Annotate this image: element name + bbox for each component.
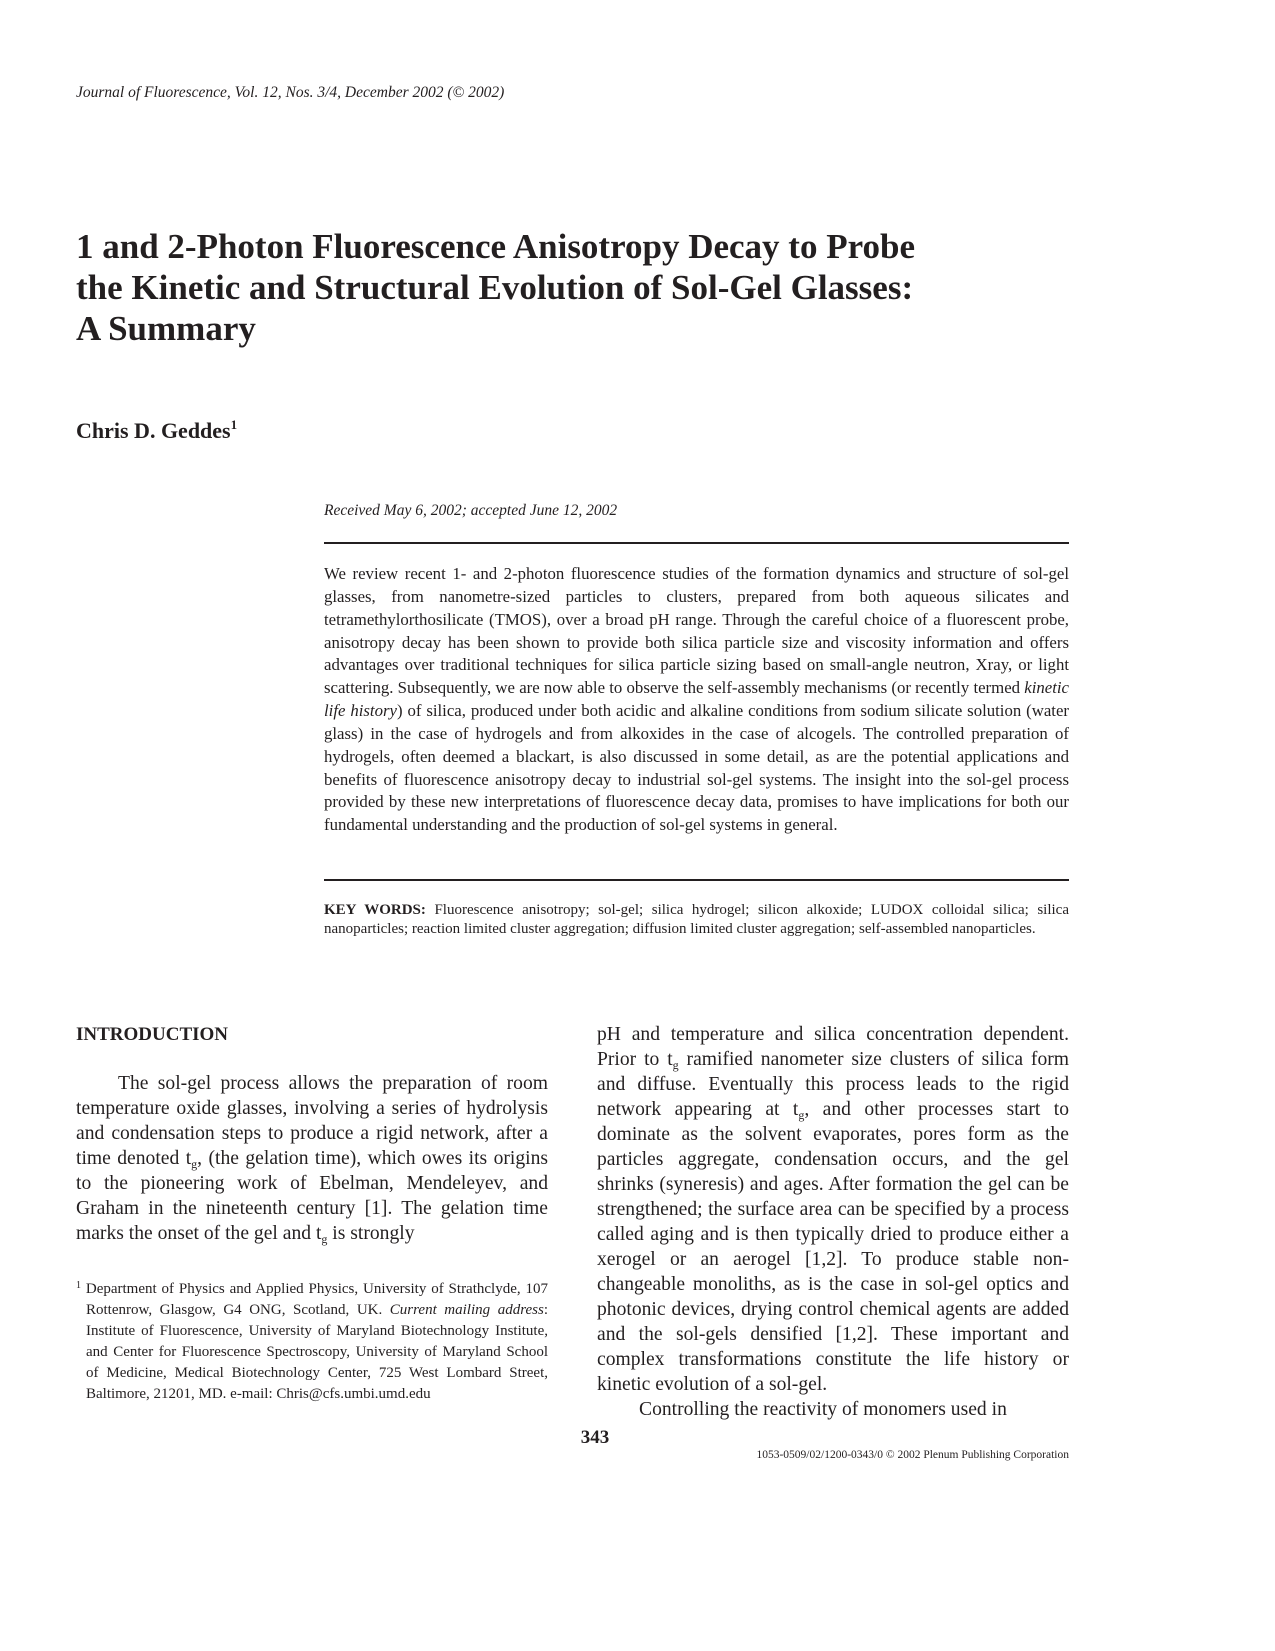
text-run: is strongly <box>327 1223 415 1244</box>
subscript-g: g <box>191 1157 198 1171</box>
intro-paragraph-1-cont <box>597 1022 1069 1397</box>
abstract-top-rule <box>324 542 1069 544</box>
keywords-text: Fluorescence anisotropy; sol-gel; silica hydrogel; silicon alkoxide; LUDOX colloidal silica; silica nanoparticles; reaction limited cluster aggregation; diffusion limited cluster aggregation; self-assembled nanoparticles. <box>324 902 1069 937</box>
footnote-text-cont: : Institute of Fluorescence, University of Maryland Biotechnology Institute, and Center for Fluorescence Spectroscopy, University of Maryland School of Medicine, Medical Biotechnology Center, 725 West Lombard Street, Baltimore, 21201, MD. e-mail: Chris@cfs.umbi.umd.edu <box>86 1302 548 1402</box>
keywords-label: KEY WORDS: <box>324 902 426 918</box>
abstract-text-cont: ) of silica, produced under both acidic and alkaline conditions from sodium silicate solution (water glass) in the case of hydrogels and from alkoxides in the case of alcogels. The controlled preparation of hydrogels, often deemed a blackart, is also discussed in some detail, as are the potential applications and benefits of fluorescence anisotropy decay to industrial sol-gel systems. The insight into the sol-gel process provided by these new interpretations of fluorescence decay data, promises to have implications for both our fundamental understanding and the production of sol-gel systems in general. <box>324 701 1069 835</box>
subscript-g: g <box>321 1232 328 1246</box>
affiliation-mark: 1 <box>230 417 238 432</box>
intro-paragraph-1 <box>76 1071 548 1246</box>
page-number: 343 <box>580 1427 610 1448</box>
keywords <box>324 901 1069 939</box>
subscript-g: g <box>672 1058 679 1072</box>
section-heading-introduction: INTRODUCTION <box>76 1024 229 1045</box>
left-column <box>76 1071 548 1246</box>
text-run: The sol-gel process allows the preparation of room temperature oxide glasses, involving a series of hydrolysis and condensation steps to produce a rigid network, after a time denoted t <box>76 1073 548 1169</box>
subscript-g: g <box>798 1108 805 1122</box>
text-run: , and other processes start to dominate as the solvent evaporates, pores form as the particles aggregate, condensation occurs, and the gel shrinks (syneresis) and ages. After formation the gel can be strengthened; the surface area can be specified by a process called aging and is then typically dried to produce either a xerogel or an aerogel [1,2]. To produce stable non-changeable monoliths, as is the case in sol-gel optics and photonic devices, drying control chemical agents are added and the sol-gels densified [1,2]. These important and complex transformations constitute the life history or kinetic evolution of a sol-gel. <box>597 1099 1070 1395</box>
footnote-text: Department of Physics and Applied Physics, University of Strathclyde, 107 Rottenrow, Glasgow, G4 ONG, Scotland, UK. <box>81 1281 548 1318</box>
received-dates: Received May 6, 2002; accepted June 12, 2002 <box>324 502 618 519</box>
text-run: pH and temperature and silica concentration dependent. Prior to t <box>597 1024 1069 1070</box>
footnote <box>76 1279 548 1405</box>
footnote-italic: Current mailing address <box>389 1302 544 1318</box>
title-line-2: the Kinetic and Structural Evolution of Sol-Gel Glasses: <box>76 268 914 307</box>
author <box>76 418 237 444</box>
abstract-text: We review recent 1- and 2-photon fluorescence studies of the formation dynamics and structure of sol-gel glasses, from nanometre-sized particles to clusters, prepared from both aqueous silicates and tetramethylorthosilicate (TMOS), over a broad pH range. Through the careful choice of a fluorescent probe, anisotropy decay has been shown to provide both silica particle size and viscosity information and offers advantages over traditional techniques for silica particle sizing based on small-angle neutron, Xray, or light scattering. Subsequently, we are now able to observe the self-assembly mechanisms (or recently termed <box>324 564 1069 698</box>
abstract <box>324 563 1069 837</box>
text-run: , (the gelation time), which owes its origins to the pioneering work of Ebelman, Mendeleyev, and Graham in the nineteenth century [1]. The gelation time marks the onset of the gel and t <box>76 1148 548 1244</box>
text-run: ramified nanometer size clusters of silica form and diffuse. Eventually this process leads to the rigid network appearing at t <box>597 1049 1070 1120</box>
journal-header: Journal of Fluorescence, Vol. 12, Nos. 3/4, December 2002 (© 2002) <box>76 84 505 101</box>
abstract-italic-term: kinetic life history <box>324 678 1069 721</box>
article-title <box>76 226 1036 349</box>
footnote-mark: 1 <box>76 1280 81 1291</box>
title-line-3: A Summary <box>76 309 256 348</box>
title-line-1: 1 and 2-Photon Fluorescence Anisotropy Decay to Probe <box>76 227 915 266</box>
right-column <box>597 1022 1069 1422</box>
abstract-bottom-rule <box>324 879 1069 881</box>
intro-paragraph-2: Controlling the reactivity of monomers used in <box>639 1399 1007 1420</box>
author-name: Chris D. Geddes <box>76 418 231 443</box>
copyright-line: 1053-0509/02/1200-0343/0 © 2002 Plenum Publishing Corporation <box>756 1449 1069 1461</box>
